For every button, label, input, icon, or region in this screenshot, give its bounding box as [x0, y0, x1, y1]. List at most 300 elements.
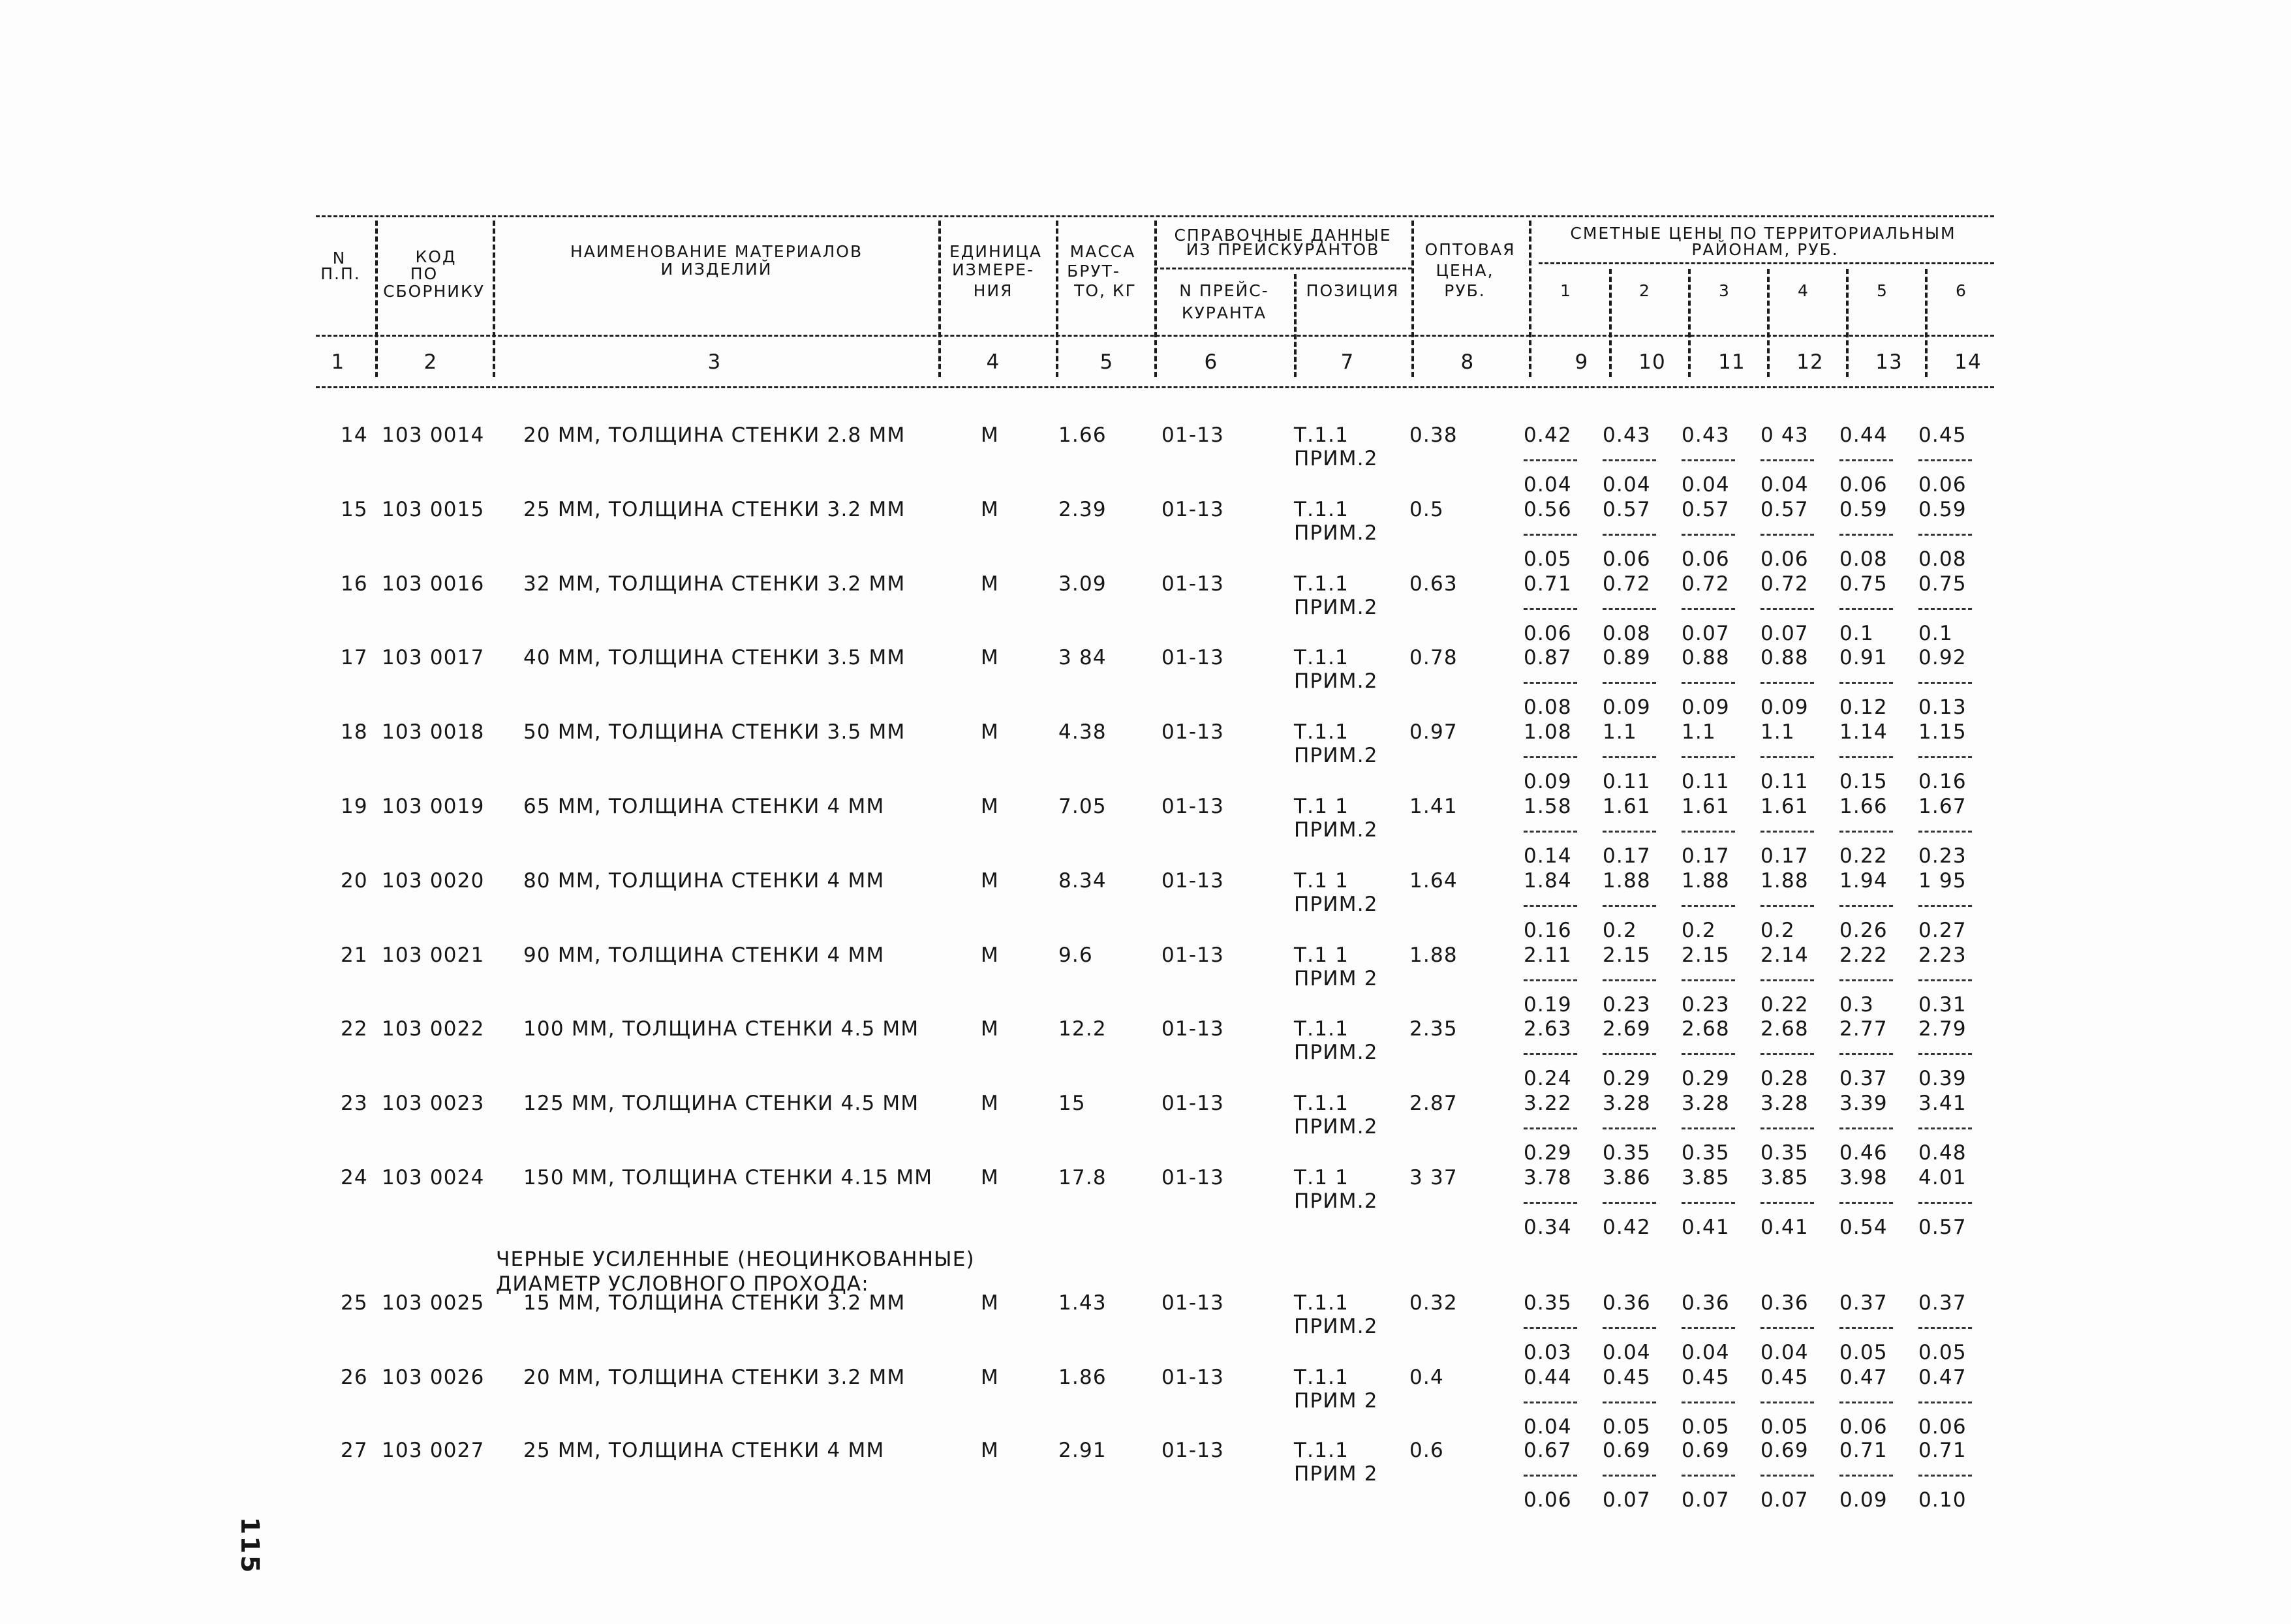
row-number: 22 [341, 1017, 368, 1041]
price-fraction-rule [1839, 905, 1893, 907]
row-position-line2: ПРИМ.2 [1294, 1041, 1378, 1064]
price-region-4-bottom: 0.07 [1761, 622, 1809, 645]
price-fraction-rule [1839, 1127, 1893, 1129]
row-price-list: 01-13 [1161, 423, 1225, 447]
section-heading-line1: ЧЕРНЫЕ УСИЛЕННЫЕ (НЕОЦИНКОВАННЫЕ) [496, 1248, 975, 1271]
header-col4-line1: ЕДИНИЦА [949, 242, 1043, 261]
price-fraction-rule [1918, 459, 1972, 461]
price-region-3-top: 3.28 [1682, 1092, 1730, 1115]
price-region-1-top: 0.71 [1524, 572, 1572, 596]
header-col1-line1: N [332, 249, 346, 268]
price-region-6-bottom: 0.10 [1918, 1488, 1967, 1512]
price-fraction-rule [1603, 1127, 1656, 1129]
price-region-1-top: 3.78 [1524, 1166, 1572, 1189]
row-code: 103 0023 [382, 1092, 485, 1115]
price-region-5-bottom: 0.1 [1839, 622, 1874, 645]
price-region-6-top: 0.47 [1918, 1366, 1967, 1389]
price-fraction-rule [1603, 1053, 1656, 1055]
price-region-5-top: 3.39 [1839, 1092, 1888, 1115]
row-number: 19 [341, 795, 368, 818]
row-code: 103 0016 [382, 572, 485, 596]
row-number: 24 [341, 1166, 368, 1189]
price-fraction-rule [1682, 905, 1735, 907]
price-region-4-bottom: 0.09 [1761, 696, 1809, 719]
price-fraction-rule [1682, 979, 1735, 981]
row-mass: 7.05 [1058, 795, 1107, 818]
price-region-2-bottom: 0.42 [1603, 1216, 1651, 1239]
price-fraction-rule [1839, 1053, 1893, 1055]
row-position-line2: ПРИМ.2 [1294, 596, 1378, 619]
price-region-3-top: 0.69 [1682, 1439, 1730, 1462]
row-number: 23 [341, 1092, 368, 1115]
price-region-5-top: 2.77 [1839, 1017, 1888, 1041]
price-region-3-top: 1.61 [1682, 795, 1730, 818]
price-region-2-top: 0.36 [1603, 1291, 1651, 1315]
price-fraction-rule [1682, 831, 1735, 833]
row-position-line1: Т.1.1 [1294, 646, 1349, 669]
price-fraction-rule [1761, 459, 1814, 461]
row-position-line2: ПРИМ.2 [1294, 1189, 1378, 1213]
row-name: 80 ММ, ТОЛЩИНА СТЕНКИ 4 ММ [523, 869, 885, 893]
price-region-5-bottom: 0.08 [1839, 547, 1888, 571]
row-mass: 2.39 [1058, 498, 1107, 521]
header-divider [1925, 269, 1928, 377]
price-fraction-rule [1761, 1053, 1814, 1055]
price-region-5-bottom: 0.54 [1839, 1216, 1888, 1239]
price-region-1-top: 0.67 [1524, 1439, 1572, 1462]
price-fraction-rule [1603, 608, 1656, 610]
price-region-1-top: 1.08 [1524, 720, 1572, 744]
price-fraction-rule [1603, 979, 1656, 981]
price-fraction-rule [1682, 682, 1735, 684]
price-fraction-rule [1603, 1475, 1656, 1477]
price-region-4-top: 1.88 [1761, 869, 1809, 893]
price-fraction-rule [1682, 1202, 1735, 1204]
price-region-2-bottom: 0.29 [1603, 1067, 1651, 1090]
row-number: 25 [341, 1291, 368, 1315]
row-code: 103 0022 [382, 1017, 485, 1041]
price-region-6-top: 1.67 [1918, 795, 1967, 818]
price-region-3-bottom: 0.23 [1682, 993, 1730, 1017]
price-fraction-rule [1524, 1127, 1577, 1129]
column-number-3: 3 [707, 350, 722, 374]
price-region-1-top: 0.87 [1524, 646, 1572, 669]
price-region-3-top: 0.45 [1682, 1366, 1730, 1389]
price-region-4-top: 2.68 [1761, 1017, 1809, 1041]
price-region-4-top: 0.45 [1761, 1366, 1809, 1389]
price-fraction-rule [1524, 1202, 1577, 1204]
price-region-1-bottom: 0.24 [1524, 1067, 1572, 1090]
header-region-2: 2 [1639, 281, 1651, 300]
header-divider [1767, 269, 1770, 377]
price-fraction-rule [1918, 1402, 1972, 1403]
price-fraction-rule [1839, 1402, 1893, 1403]
price-region-4-top: 1.1 [1761, 720, 1795, 744]
price-region-6-bottom: 0.1 [1918, 622, 1953, 645]
price-region-2-top: 1.61 [1603, 795, 1651, 818]
price-region-1-bottom: 0.06 [1524, 622, 1572, 645]
row-name: 25 ММ, ТОЛЩИНА СТЕНКИ 4 ММ [523, 1439, 885, 1462]
row-price-list: 01-13 [1161, 720, 1225, 744]
price-region-4-bottom: 0.2 [1761, 919, 1795, 942]
price-region-5-top: 3.98 [1839, 1166, 1888, 1189]
row-unit: М [981, 572, 999, 596]
price-region-6-bottom: 0.57 [1918, 1216, 1967, 1239]
row-number: 15 [341, 498, 368, 521]
header-col6-line1: N ПРЕЙС- [1179, 281, 1269, 300]
row-code: 103 0014 [382, 423, 485, 447]
price-region-6-top: 3.41 [1918, 1092, 1967, 1115]
price-region-6-top: 0.92 [1918, 646, 1967, 669]
price-region-4-bottom: 0.07 [1761, 1488, 1809, 1512]
row-unit: М [981, 1291, 999, 1315]
price-fraction-rule [1682, 459, 1735, 461]
row-price-list: 01-13 [1161, 869, 1225, 893]
price-region-1-top: 0.35 [1524, 1291, 1572, 1315]
price-region-3-bottom: 0.09 [1682, 696, 1730, 719]
price-region-2-top: 3.86 [1603, 1166, 1651, 1189]
header-divider [493, 221, 495, 377]
price-fraction-rule [1839, 1327, 1893, 1329]
header-ref-group-line2: ИЗ ПРЕЙСКУРАНТОВ [1186, 240, 1380, 259]
price-region-6-top: 1.15 [1918, 720, 1967, 744]
row-unit: М [981, 1439, 999, 1462]
price-region-6-bottom: 0.06 [1918, 1415, 1967, 1439]
price-region-2-bottom: 0.04 [1603, 473, 1651, 497]
row-mass: 8.34 [1058, 869, 1107, 893]
price-region-3-bottom: 0.07 [1682, 1488, 1730, 1512]
header-col5-line1: МАССА [1069, 242, 1136, 261]
price-region-5-top: 0.91 [1839, 646, 1888, 669]
price-fraction-rule [1839, 1202, 1893, 1204]
price-region-5-bottom: 0.22 [1839, 844, 1888, 868]
price-region-3-top: 3.85 [1682, 1166, 1730, 1189]
row-price-list: 01-13 [1161, 795, 1225, 818]
row-name: 40 ММ, ТОЛЩИНА СТЕНКИ 3.5 ММ [523, 646, 906, 669]
price-region-3-top: 0.36 [1682, 1291, 1730, 1315]
price-region-6-top: 0.45 [1918, 423, 1967, 447]
price-region-2-bottom: 0.17 [1603, 844, 1651, 868]
price-fraction-rule [1603, 1202, 1656, 1204]
price-region-5-top: 0.59 [1839, 498, 1888, 521]
row-number: 27 [341, 1439, 368, 1462]
row-mass: 1.66 [1058, 423, 1107, 447]
price-fraction-rule [1839, 979, 1893, 981]
header-divider [1056, 221, 1058, 377]
price-region-6-top: 4.01 [1918, 1166, 1967, 1189]
price-fraction-rule [1761, 608, 1814, 610]
price-region-4-top: 0.88 [1761, 646, 1809, 669]
row-position-line2: ПРИМ.2 [1294, 818, 1378, 842]
price-fraction-rule [1524, 1402, 1577, 1403]
price-fraction-rule [1839, 756, 1893, 758]
row-position-line1: Т.1.1 [1294, 1291, 1349, 1315]
header-col6-line2: КУРАНТА [1181, 303, 1267, 322]
price-region-4-top: 3.85 [1761, 1166, 1809, 1189]
price-region-5-top: 1.14 [1839, 720, 1888, 744]
row-position-line1: Т.1.1 [1294, 720, 1349, 744]
row-position-line2: ПРИМ.2 [1294, 1315, 1378, 1338]
header-col1-line2: П.П. [320, 264, 361, 283]
header-divider [1609, 269, 1612, 377]
price-fraction-rule [1761, 534, 1814, 536]
price-region-2-bottom: 0.07 [1603, 1488, 1651, 1512]
price-region-1-top: 1.58 [1524, 795, 1572, 818]
price-region-1-bottom: 0.06 [1524, 1488, 1572, 1512]
row-code: 103 0021 [382, 943, 485, 967]
row-code: 103 0026 [382, 1366, 485, 1389]
price-fraction-rule [1761, 682, 1814, 684]
price-region-3-top: 1.1 [1682, 720, 1716, 744]
header-col7: ПОЗИЦИЯ [1306, 281, 1400, 300]
price-fraction-rule [1524, 1327, 1577, 1329]
row-unit: М [981, 720, 999, 744]
price-region-3-top: 2.15 [1682, 943, 1730, 967]
price-fraction-rule [1839, 459, 1893, 461]
price-fraction-rule [1761, 1475, 1814, 1477]
price-region-4-bottom: 0.35 [1761, 1141, 1809, 1165]
row-unit: М [981, 1366, 999, 1389]
price-region-4-top: 0 43 [1761, 423, 1809, 447]
header-col2-line2: ПО [410, 264, 438, 283]
row-wholesale: 0.6 [1409, 1439, 1444, 1462]
price-fraction-rule [1918, 1202, 1972, 1204]
price-fraction-rule [1524, 682, 1577, 684]
price-region-4-bottom: 0.04 [1761, 473, 1809, 497]
price-region-2-bottom: 0.06 [1603, 547, 1651, 571]
price-region-6-top: 1 95 [1918, 869, 1967, 893]
price-region-6-bottom: 0.48 [1918, 1141, 1967, 1165]
price-region-1-bottom: 0.04 [1524, 473, 1572, 497]
header-top-rule [316, 215, 1994, 217]
price-region-6-bottom: 0.39 [1918, 1067, 1967, 1090]
row-mass: 9.6 [1058, 943, 1093, 967]
price-region-5-bottom: 0.06 [1839, 1415, 1888, 1439]
price-region-3-bottom: 0.35 [1682, 1141, 1730, 1165]
price-region-2-top: 0.89 [1603, 646, 1651, 669]
price-region-2-bottom: 0.05 [1603, 1415, 1651, 1439]
row-unit: М [981, 795, 999, 818]
row-position-line2: ПРИМ 2 [1294, 1462, 1378, 1486]
row-price-list: 01-13 [1161, 943, 1225, 967]
price-region-1-top: 1.84 [1524, 869, 1572, 893]
row-wholesale: 1.64 [1409, 869, 1458, 893]
price-region-3-top: 0.72 [1682, 572, 1730, 596]
row-position-line1: Т.1.1 [1294, 1366, 1349, 1389]
price-region-5-top: 0.75 [1839, 572, 1888, 596]
column-number-5: 5 [1099, 350, 1114, 374]
row-name: 65 ММ, ТОЛЩИНА СТЕНКИ 4 ММ [523, 795, 885, 818]
column-number-9: 9 [1575, 350, 1589, 374]
price-region-2-top: 2.69 [1603, 1017, 1651, 1041]
price-region-4-bottom: 0.04 [1761, 1341, 1809, 1364]
price-region-4-top: 0.72 [1761, 572, 1809, 596]
price-fraction-rule [1682, 1053, 1735, 1055]
price-region-6-bottom: 0.06 [1918, 473, 1967, 497]
page-number: 115 [236, 1517, 264, 1575]
price-fraction-rule [1918, 682, 1972, 684]
price-fraction-rule [1524, 979, 1577, 981]
row-mass: 15 [1058, 1092, 1086, 1115]
row-mass: 3 84 [1058, 646, 1107, 669]
price-fraction-rule [1918, 608, 1972, 610]
price-region-6-bottom: 0.08 [1918, 547, 1967, 571]
price-fraction-rule [1682, 534, 1735, 536]
price-region-1-top: 3.22 [1524, 1092, 1572, 1115]
price-fraction-rule [1524, 831, 1577, 833]
price-fraction-rule [1524, 459, 1577, 461]
price-region-3-bottom: 0.41 [1682, 1216, 1730, 1239]
price-fraction-rule [1603, 756, 1656, 758]
price-fraction-rule [1524, 756, 1577, 758]
header-divider [1411, 221, 1414, 377]
price-region-6-bottom: 0.27 [1918, 919, 1967, 942]
price-fraction-rule [1918, 905, 1972, 907]
price-region-5-bottom: 0.12 [1839, 696, 1888, 719]
price-region-6-bottom: 0.16 [1918, 770, 1967, 793]
row-wholesale: 0.4 [1409, 1366, 1444, 1389]
price-region-2-top: 0.43 [1603, 423, 1651, 447]
price-region-1-top: 0.42 [1524, 423, 1572, 447]
price-fraction-rule [1761, 756, 1814, 758]
row-unit: М [981, 943, 999, 967]
price-region-4-top: 0.69 [1761, 1439, 1809, 1462]
row-position-line1: Т.1.1 [1294, 1092, 1349, 1115]
price-fraction-rule [1682, 1327, 1735, 1329]
row-wholesale: 0.32 [1409, 1291, 1458, 1315]
row-mass: 12.2 [1058, 1017, 1107, 1041]
price-region-5-top: 1.94 [1839, 869, 1888, 893]
price-fraction-rule [1603, 905, 1656, 907]
column-number-4: 4 [986, 350, 1000, 374]
price-region-5-top: 2.22 [1839, 943, 1888, 967]
header-divider [375, 221, 378, 377]
price-region-5-top: 0.37 [1839, 1291, 1888, 1315]
price-fraction-rule [1524, 608, 1577, 610]
row-mass: 1.86 [1058, 1366, 1107, 1389]
row-code: 103 0027 [382, 1439, 485, 1462]
row-number: 26 [341, 1366, 368, 1389]
price-fraction-rule [1603, 459, 1656, 461]
price-region-3-bottom: 0.05 [1682, 1415, 1730, 1439]
row-name: 20 ММ, ТОЛЩИНА СТЕНКИ 3.2 ММ [523, 1366, 906, 1389]
price-region-3-top: 0.57 [1682, 498, 1730, 521]
row-wholesale: 0.63 [1409, 572, 1458, 596]
row-price-list: 01-13 [1161, 1166, 1225, 1189]
price-fraction-rule [1839, 1475, 1893, 1477]
header-region-3: 3 [1719, 281, 1730, 300]
price-region-6-bottom: 0.23 [1918, 844, 1967, 868]
row-unit: М [981, 498, 999, 521]
row-position-line2: ПРИМ 2 [1294, 967, 1378, 990]
header-region-6: 6 [1956, 281, 1967, 300]
row-wholesale: 0.38 [1409, 423, 1458, 447]
price-region-1-bottom: 0.29 [1524, 1141, 1572, 1165]
price-fraction-rule [1918, 979, 1972, 981]
row-mass: 4.38 [1058, 720, 1107, 744]
row-name: 125 ММ, ТОЛЩИНА СТЕНКИ 4.5 ММ [523, 1092, 919, 1115]
price-region-3-bottom: 0.04 [1682, 473, 1730, 497]
row-price-list: 01-13 [1161, 1017, 1225, 1041]
price-region-1-bottom: 0.08 [1524, 696, 1572, 719]
header-region-rule [1539, 262, 1994, 264]
row-price-list: 01-13 [1161, 1291, 1225, 1315]
price-region-6-bottom: 0.13 [1918, 696, 1967, 719]
price-region-3-bottom: 0.29 [1682, 1067, 1730, 1090]
row-name: 25 ММ, ТОЛЩИНА СТЕНКИ 3.2 ММ [523, 498, 906, 521]
price-region-2-bottom: 0.23 [1603, 993, 1651, 1017]
row-name: 32 ММ, ТОЛЩИНА СТЕНКИ 3.2 ММ [523, 572, 906, 596]
section-heading-line2: ДИАМЕТР УСЛОВНОГО ПРОХОДА: [496, 1272, 869, 1296]
price-region-1-top: 2.63 [1524, 1017, 1572, 1041]
row-mass: 2.91 [1058, 1439, 1107, 1462]
price-region-2-top: 1.88 [1603, 869, 1651, 893]
header-divider [938, 221, 941, 377]
price-region-5-top: 0.44 [1839, 423, 1888, 447]
column-number-2: 2 [423, 350, 438, 374]
price-region-3-bottom: 0.11 [1682, 770, 1730, 793]
row-position-line1: Т.1 1 [1294, 869, 1349, 893]
row-wholesale: 2.35 [1409, 1017, 1458, 1041]
price-region-4-top: 0.36 [1761, 1291, 1809, 1315]
price-fraction-rule [1682, 608, 1735, 610]
row-wholesale: 1.41 [1409, 795, 1458, 818]
row-code: 103 0018 [382, 720, 485, 744]
price-fraction-rule [1761, 905, 1814, 907]
price-fraction-rule [1918, 1475, 1972, 1477]
column-number-1: 1 [331, 350, 345, 374]
header-prices-group-line1: СМЕТНЫЕ ЦЕНЫ ПО ТЕРРИТОРИАЛЬНЫМ [1570, 224, 1956, 243]
row-name: 100 ММ, ТОЛЩИНА СТЕНКИ 4.5 ММ [523, 1017, 919, 1041]
header-col3-line2: И ИЗДЕЛИЙ [660, 260, 773, 279]
price-region-5-bottom: 0.06 [1839, 473, 1888, 497]
header-col5-line2: БРУТ- [1067, 262, 1120, 281]
price-fraction-rule [1839, 682, 1893, 684]
row-position-line1: Т.1.1 [1294, 498, 1349, 521]
price-region-5-bottom: 0.26 [1839, 919, 1888, 942]
price-region-3-top: 1.88 [1682, 869, 1730, 893]
row-position-line1: Т.1 1 [1294, 795, 1349, 818]
price-region-3-bottom: 0.07 [1682, 622, 1730, 645]
price-region-6-bottom: 0.05 [1918, 1341, 1967, 1364]
header-divider [1529, 221, 1531, 377]
row-number: 14 [341, 423, 368, 447]
row-position-line2: ПРИМ 2 [1294, 1389, 1378, 1413]
price-fraction-rule [1524, 534, 1577, 536]
price-fraction-rule [1682, 1402, 1735, 1403]
row-code: 103 0015 [382, 498, 485, 521]
row-name: 15 ММ, ТОЛЩИНА СТЕНКИ 3.2 ММ [523, 1291, 906, 1315]
price-region-1-bottom: 0.09 [1524, 770, 1572, 793]
price-region-1-bottom: 0.19 [1524, 993, 1572, 1017]
price-region-2-bottom: 0.2 [1603, 919, 1637, 942]
price-fraction-rule [1524, 905, 1577, 907]
price-region-1-top: 0.56 [1524, 498, 1572, 521]
price-region-4-bottom: 0.41 [1761, 1216, 1809, 1239]
price-region-2-top: 0.45 [1603, 1366, 1651, 1389]
row-position-line1: Т.1 1 [1294, 1166, 1349, 1189]
header-col8-line1: ОПТОВАЯ [1424, 240, 1516, 259]
price-fraction-rule [1839, 534, 1893, 536]
row-position-line1: Т.1.1 [1294, 423, 1349, 447]
row-position-line2: ПРИМ.2 [1294, 521, 1378, 545]
price-fraction-rule [1918, 831, 1972, 833]
price-fraction-rule [1603, 682, 1656, 684]
price-region-1-bottom: 0.04 [1524, 1415, 1572, 1439]
row-name: 90 ММ, ТОЛЩИНА СТЕНКИ 4 ММ [523, 943, 885, 967]
row-price-list: 01-13 [1161, 572, 1225, 596]
price-region-3-top: 0.43 [1682, 423, 1730, 447]
